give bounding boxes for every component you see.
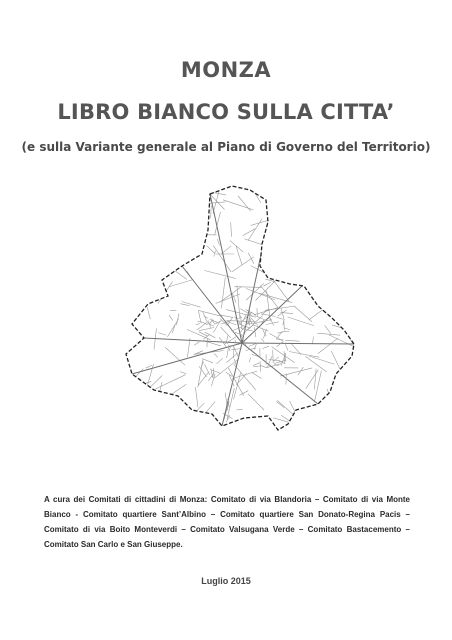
document-subtitle: (e sulla Variante generale al Piano di Governo del Territorio) [21,140,431,154]
credits-paragraph: A cura dei Comitati di cittadini di Monza: Comitato di via Blandoria – Comitato di via Monte Bianco - Comitato quartiere Sant’Albino – Comitato quartiere San Donato-Regina Pacis – Comitato di via Boito Monteverdi – Comitato Valsugana Verde – Comitato Bastacemento – Comitato San Carlo e San Giuseppe. [44,495,410,549]
city-heading: MONZA [180,58,272,82]
document-title: LIBRO BIANCO SULLA CITTA’ [57,100,395,124]
publication-date: Luglio 2015 [201,576,251,586]
city-street-map-icon [92,178,388,434]
